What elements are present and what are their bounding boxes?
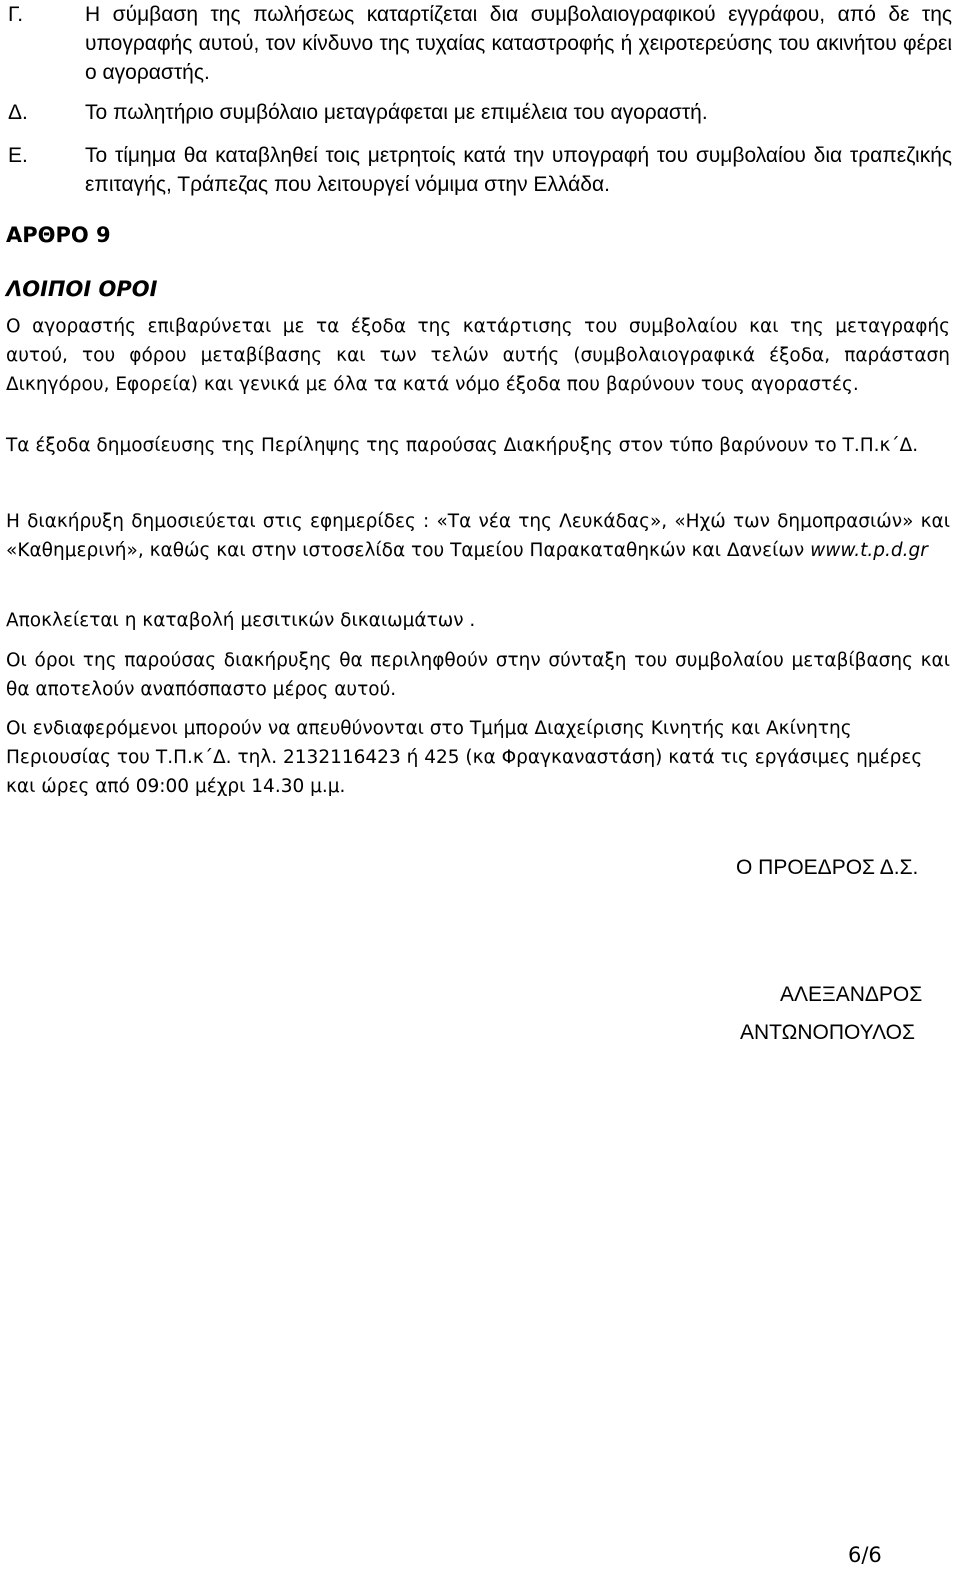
signature-role: Ο ΠΡΟΕΔΡΟΣ Δ.Σ. [736,856,919,879]
paragraph-expenses: Ο αγοραστής επιβαρύνεται με τα έξοδα της κατάρτισης του συμβολαίου και της μεταγραφής αυτού, του φόρου μεταβίβασης και των τελών αυτής (συμβολαιογραφικά έξοδα, παράσταση Δικηγόρου, Εφορεία) και γενικά με όλα τα κατά νόμο έξοδα που βαρύνουν τους αγοραστές. [6,316,950,395]
clause-text: Το πωλητήριο συμβόλαιο μεταγράφεται με επιμέλεια του αγοραστή. [85,101,708,124]
page-number: 6/6 [848,1543,882,1567]
paragraph-terms: Οι όροι της παρούσας διακήρυξης θα περιληφθούν στην σύνταξη του συμβολαίου μεταβίβασης και θα αποτελούν αναπόσπαστο μέρος αυτού. [6,650,950,700]
clause-delta [8,98,952,127]
section-title: ΛΟΙΠΟΙ ΟΡΟΙ [6,277,158,301]
clause-letter: Ε. [8,144,28,167]
website-link[interactable]: www.t.p.d.gr [810,540,928,561]
clause-letter: Δ. [8,101,28,124]
clause-gamma [8,0,952,87]
clause-letter: Γ. [8,3,24,26]
paragraph-brokerage: Αποκλείεται η καταβολή μεσιτικών δικαιωμάτων . [6,610,476,631]
clause-text: Η σύμβαση της πωλήσεως καταρτίζεται δια συμβολαιογραφικού εγγράφου, από δε της υπογραφής αυτού, τον κίνδυνο της τυχαίας καταστροφής ή χειροτερεύσης του ακινήτου φέρει ο αγοραστής. [85,3,952,84]
signature-last-name: ΑΝΤΩΝΟΠΟΥΛΟΣ [740,1021,915,1044]
clause-text: Το τίμημα θα καταβληθεί τοις μετρητοίς κατά την υπογραφή του συμβολαίου δια τραπεζικής επιταγής, Τράπεζας που λειτουργεί νόμιμα στην Ελλάδα. [85,144,952,196]
paragraph-publication-costs: Τα έξοδα δημοσίευσης της Περίληψης της παρούσας Διακήρυξης στον τύπο βαρύνουν το Τ.Π.κ΄Δ. [6,435,919,456]
clause-epsilon [8,141,952,199]
article-heading: ΑΡΘΡΟ 9 [6,223,111,247]
newspapers-text: Η διακήρυξη δημοσιεύεται στις εφημερίδες : «Τα νέα της Λευκάδας», «Ηχώ των δημοπρασιών» και «Καθημερινή», καθώς και στην ιστοσελίδα του Ταμείου Παρακαταθηκών και Δανείων [6,511,950,561]
signature-first-name: ΑΛΕΞΑΝΔΡΟΣ [780,983,923,1006]
paragraph-newspapers [6,507,950,565]
paragraph-contact: Οι ενδιαφερόμενοι μπορούν να απευθύνονται στο Τμήμα Διαχείρισης Κινητής και Ακίνητης Περιουσίας του Τ.Π.κ΄Δ. τηλ. 2132116423 ή 425 (κα Φραγκαναστάση) κατά τις εργάσιμες ημέρες και ώρες από 09:00 μέχρι 14.30 μ.μ. [6,718,923,797]
